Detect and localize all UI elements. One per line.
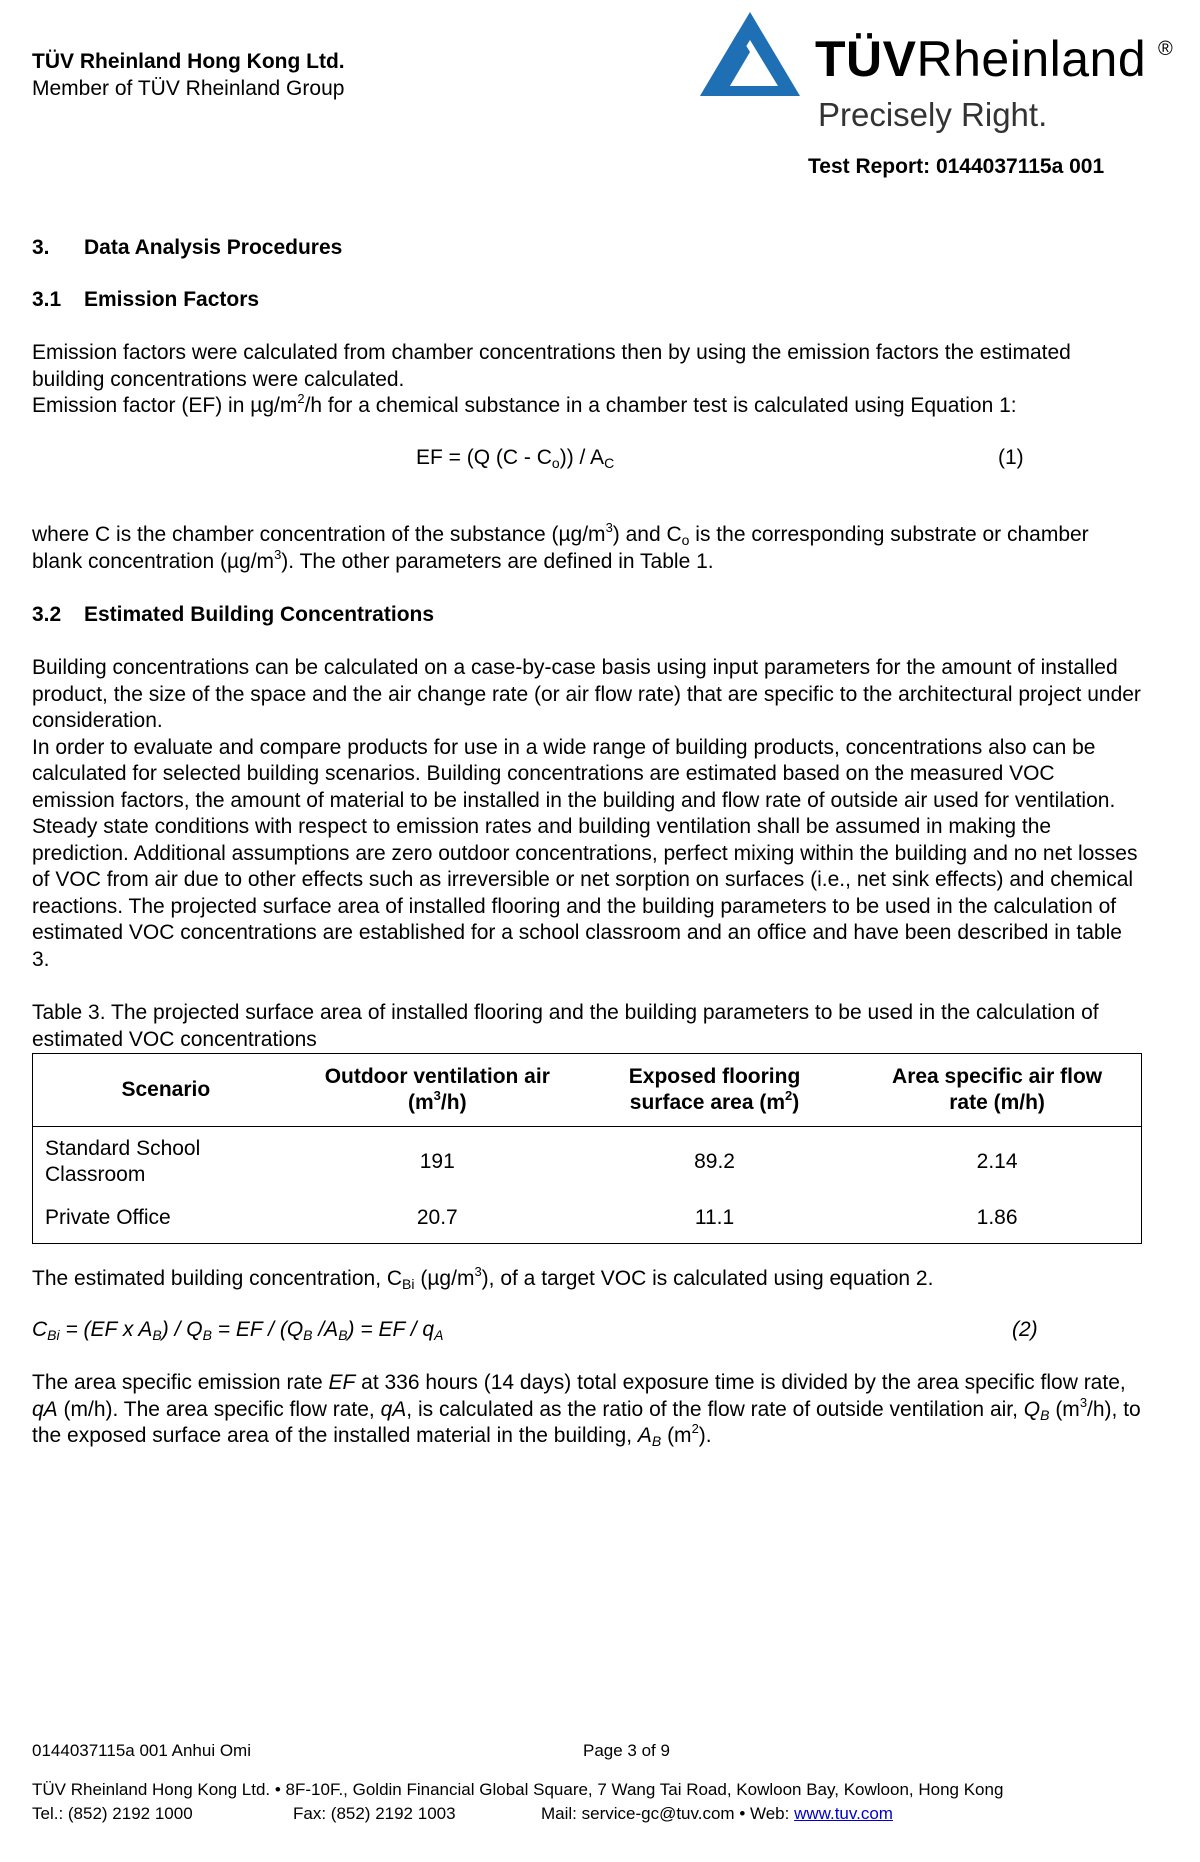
footer-web-link[interactable]: www.tuv.com — [794, 1804, 893, 1823]
logo-wordmark-light: Rheinland — [916, 31, 1147, 87]
section-number: 3.2 — [32, 603, 62, 626]
paragraph-text: Emission factors were calculated from chamber concentrations then by using the emission factors the estimated building concentrations were calculated. — [32, 341, 1071, 391]
table-row — [33, 1193, 1142, 1244]
where-paragraph: where C is the chamber concentration of the substance $(\mu g/m^3)$ and $C_o$ is the corresponding substrate or chamber blank concentration $(\mu g/m^3)$. The other parameters are defined in Table 1. — [32, 520, 1089, 573]
section-title: Data Analysis Procedures — [84, 236, 343, 259]
column-header-area-flow: Area specific air flow rate (m/h) — [853, 1054, 1141, 1127]
column-header-outdoor-ventilation: Outdoor ventilation air $(m^3/h)$ — [299, 1054, 576, 1127]
column-header-scenario: Scenario — [33, 1054, 299, 1127]
building-concentration-sentence: The estimated building concentration, $C_{Bi}$ $(\mu g/m^3)$, of a target VOC is calculated using equation 2. — [32, 1264, 934, 1292]
building-concentrations-paragraph — [32, 655, 1142, 973]
section-number: 3.1 — [32, 288, 62, 311]
paragraph-text: In order to evaluate and compare products for use in a wide range of building products, concentrations also can be calculated for selected building scenarios. Building concentrations are estimated based on the measured VOC emission factors, the amount of material to be installed in the building and flow rate of outside air used for ventilation. Steady state conditions with respect to emission rates and building ventilation shall be assumed in making the prediction. Additional assumptions are zero outdoor concentrations, perfect mixing within the building and no net losses of VOC from air due to other effects such as irreversible or net sorption on surfaces (i.e., net sink effects) and chemical reactions. The projected surface area of installed flooring and the building parameters to be used in the calculation of estimated VOC concentrations are established for a school classroom and an office and have been described in table 3. — [32, 735, 1138, 971]
table-cell-outdoor: 191 — [419, 1150, 455, 1173]
table-cell-flow: 1.86 — [976, 1206, 1018, 1229]
paragraph-text: Emission factor (EF) in $\mu g/m^2/h$ for a chemical substance in a chamber test is calculated using Equation 1: — [32, 391, 1017, 417]
footer-fax: Fax: (852) 2192 1003 — [293, 1804, 456, 1823]
area-specific-paragraph: The area specific emission rate EF at 336 hours (14 days) total exposure time is divided by the area specific flow rate, qA (m/h). The area specific flow rate, qA, is calculated as the ratio of the flow rate of outside ventilation air, $Q_B$ $(m^3/h)$, to the exposed surface area of the installed material in the building, $A_B$ $(m^2)$. — [32, 1371, 1141, 1449]
equation-1: EF = (Q $(C - C_o)) / A_C$ — [416, 446, 615, 471]
footer-address: TÜV Rheinland Hong Kong Ltd. • 8F-10F., Goldin Financial Global Square, 7 Wang Tai Road, Kowloon Bay, Kowloon, Hong Kong — [32, 1780, 1004, 1799]
footer-mail-web — [541, 1804, 893, 1824]
scenario-table — [32, 1053, 1142, 1244]
paragraph-text: Building concentrations can be calculated on a case-by-case basis using input parameters for the amount of installed product, the size of the space and the air change rate (or air flow rate) that are specific to the architectural project under consideration. — [32, 656, 1141, 732]
registered-mark: ® — [1158, 38, 1173, 60]
table-cell-outdoor: 20.7 — [416, 1206, 458, 1229]
section-title: Estimated Building Concentrations — [84, 603, 435, 626]
tuv-triangle-logo-icon — [698, 10, 802, 98]
company-member-line: Member of TÜV Rheinland Group — [32, 77, 345, 100]
footer-mail-text: Mail: service-gc@tuv.com • Web: — [541, 1804, 795, 1823]
company-name: TÜV Rheinland Hong Kong Ltd. — [32, 50, 345, 73]
report-number: Test Report: 0144037115a 001 — [808, 155, 1105, 178]
logo-wordmark-bold: TÜV — [815, 31, 917, 87]
equation-2-label: (2) — [1012, 1318, 1038, 1341]
section-title: Emission Factors — [84, 288, 260, 311]
table-cell-exposed: 11.1 — [694, 1206, 735, 1229]
column-header-exposed-area: Exposed flooring surface area $(m^2)$ — [576, 1054, 853, 1127]
logo-tagline: Precisely Right. — [818, 96, 1048, 133]
logo-wordmark — [815, 30, 1146, 88]
table-cell-scenario: Private Office — [45, 1206, 171, 1229]
table-row — [33, 1127, 1142, 1194]
footer-tel: Tel.: (852) 2192 1000 — [32, 1804, 193, 1823]
emission-factors-paragraph — [32, 340, 1142, 420]
footer-page-number: Page 3 of 9 — [583, 1741, 670, 1760]
table-cell-exposed: 89.2 — [694, 1150, 735, 1173]
footer-report-ref: 0144037115a 001 Anhui Omi — [32, 1741, 251, 1760]
section-number: 3. — [32, 236, 50, 259]
table-cell-flow: 2.14 — [976, 1150, 1018, 1173]
equation-2: $C_{Bi} = (EF$ x $A_B) / Q_B$ = EF / ($Q_B$ $/A_B$) = EF / $q_A$ — [32, 1318, 444, 1343]
table-header-row — [33, 1054, 1142, 1127]
table-cell-scenario: Standard School Classroom — [45, 1137, 201, 1186]
equation-1-label: (1) — [998, 446, 1024, 469]
table-caption: Table 3. The projected surface area of installed flooring and the building parameters to be used in the calculation of estimated VOC concentrations — [32, 1001, 1099, 1051]
